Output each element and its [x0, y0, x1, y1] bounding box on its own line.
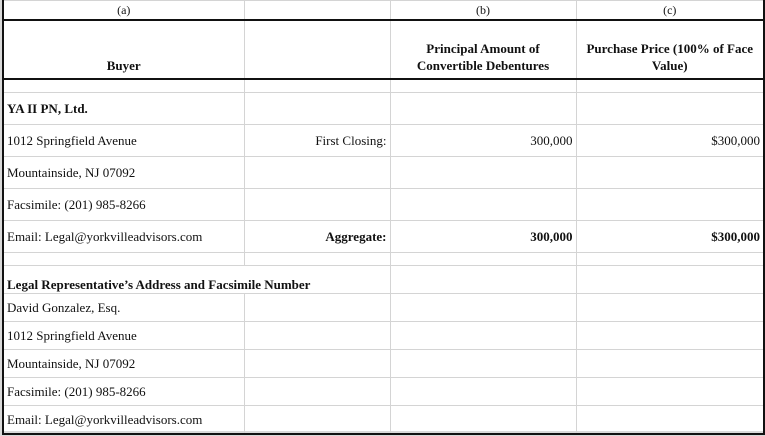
column-a-letter: (a) — [3, 1, 244, 21]
price-header: Purchase Price (100% of Face Value) — [576, 20, 764, 79]
buyer-fax-row — [3, 189, 764, 221]
aggregate-row — [3, 221, 764, 253]
header-row — [3, 20, 764, 79]
spacer-row — [3, 79, 764, 93]
legal-rep-fax: Facsimile: (201) 985-8266 — [3, 378, 244, 406]
buyer-name-row — [3, 93, 764, 125]
aggregate-principal: 300,000 — [390, 221, 576, 253]
aggregate-price: $300,000 — [576, 221, 764, 253]
schedule-sheet — [2, 0, 763, 431]
first-closing-row — [3, 125, 764, 157]
legal-rep-email-row — [3, 406, 764, 435]
legal-rep-fax-row — [3, 378, 764, 406]
principal-header: Principal Amount of Convertible Debentures — [390, 20, 576, 79]
legal-rep-name-row — [3, 294, 764, 322]
buyer-name: YA II PN, Ltd. — [3, 93, 244, 125]
legal-rep-address1-row — [3, 322, 764, 350]
legal-rep-heading: Legal Representative’s Address and Facsimile Number — [3, 266, 390, 294]
column-b-letter: (b) — [390, 1, 576, 21]
first-closing-principal: 300,000 — [390, 125, 576, 157]
buyer-address2-row — [3, 157, 764, 189]
legal-rep-address-line1: 1012 Springfield Avenue — [3, 322, 244, 350]
legal-rep-email: Email: Legal@yorkvilleadvisors.com — [3, 406, 244, 435]
column-empty-letter — [244, 1, 390, 21]
legal-rep-name: David Gonzalez, Esq. — [3, 294, 244, 322]
buyer-header: Buyer — [3, 20, 244, 79]
buyer-fax: Facsimile: (201) 985-8266 — [3, 189, 244, 221]
buyer-address-line1: 1012 Springfield Avenue — [3, 125, 244, 157]
legal-rep-address-line2: Mountainside, NJ 07092 — [3, 350, 244, 378]
first-closing-price: $300,000 — [576, 125, 764, 157]
spacer-row — [3, 253, 764, 266]
aggregate-label: Aggregate: — [244, 221, 390, 253]
buyers-table — [2, 0, 765, 435]
legal-rep-address2-row — [3, 350, 764, 378]
empty-header — [244, 20, 390, 79]
buyer-email: Email: Legal@yorkvilleadvisors.com — [3, 221, 244, 253]
buyer-address-line2: Mountainside, NJ 07092 — [3, 157, 244, 189]
column-c-letter: (c) — [576, 1, 764, 21]
column-letter-row — [3, 1, 764, 21]
first-closing-label: First Closing: — [244, 125, 390, 157]
legal-rep-heading-row — [3, 266, 764, 294]
